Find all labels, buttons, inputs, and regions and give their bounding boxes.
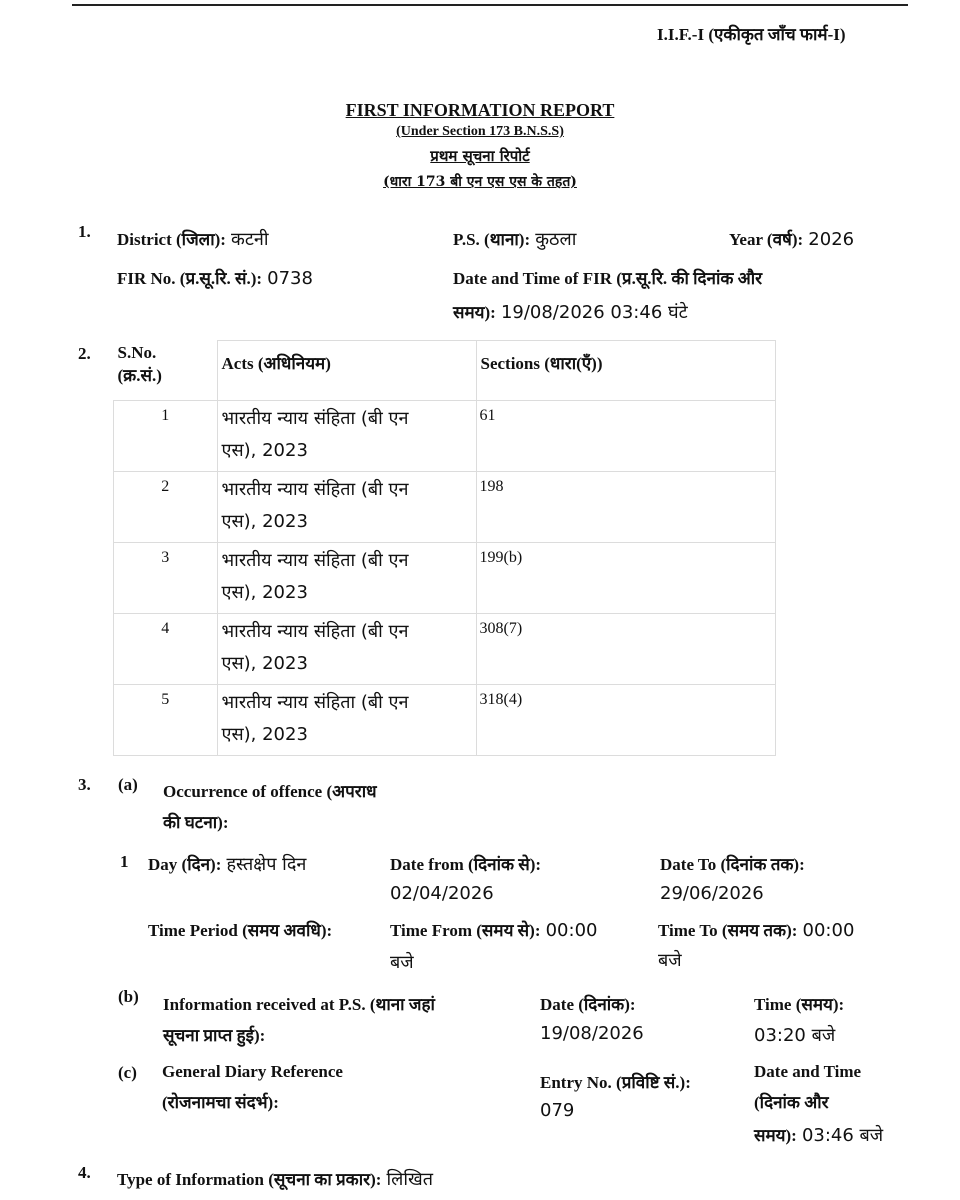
date-from-value: 02/04/2026 (390, 883, 494, 904)
info-received-label-1: Information received at P.S. (थाना जहां (163, 995, 435, 1014)
row-sno: 2 (114, 472, 218, 543)
info-type-value: लिखित (386, 1169, 434, 1190)
section-1-number: 1. (78, 222, 91, 241)
row-sno: 5 (114, 685, 218, 756)
time-from-label: Time From (समय से): (390, 921, 541, 940)
row-sno: 1 (114, 401, 218, 472)
acts-table-header (114, 341, 776, 401)
row-act: भारतीय न्याय संहिता (बी एन एस), 2023 (217, 401, 476, 472)
title-hi: प्रथम सूचना रिपोर्ट (430, 147, 530, 165)
row-act: भारतीय न्याय संहिता (बी एन एस), 2023 (217, 685, 476, 756)
time-to-field (658, 918, 854, 941)
acts-table (113, 340, 776, 756)
district-value: कटनी (231, 229, 269, 250)
section-4-number: 4. (78, 1163, 91, 1182)
occurrence-row-marker: 1 (120, 852, 129, 871)
info-date-label: Date (दिनांक): (540, 995, 636, 1014)
header-sno-hi: (क्र.सं.) (117, 365, 162, 385)
gd-datetime-value: 03:46 बजे (801, 1125, 884, 1146)
info-type-label: Type of Information (सूचना का प्रकार): (117, 1170, 382, 1189)
day-value: हस्तक्षेप दिन (226, 854, 307, 875)
entry-no-label: Entry No. (प्रविष्टि सं.): (540, 1073, 691, 1092)
fir-datetime-label-2: समय): (453, 303, 496, 322)
table-row (114, 685, 776, 756)
ps-value: कुठला (535, 229, 577, 250)
row-act: भारतीय न्याय संहिता (बी एन एस), 2023 (217, 472, 476, 543)
row-section: 318(4) (476, 685, 775, 756)
title-en-sub: (Under Section 173 B.N.S.S) (396, 124, 564, 139)
time-period-label: Time Period (समय अवधि): (148, 921, 333, 940)
entry-no-value: 079 (540, 1100, 575, 1121)
district-label: District (जिला): (117, 230, 226, 249)
gd-datetime-field (754, 1123, 883, 1147)
ps-label: P.S. (थाना): (453, 230, 531, 249)
row-section: 198 (476, 472, 775, 543)
gd-datetime-label-1: Date and Time (754, 1062, 862, 1081)
section-3a-marker: (a) (118, 775, 138, 794)
row-act: भारतीय न्याय संहिता (बी एन एस), 2023 (217, 614, 476, 685)
section-3b-marker: (b) (118, 987, 139, 1006)
fir-no-field (117, 266, 313, 289)
header-sections: Sections (धारा(एँ)) (476, 341, 775, 401)
fir-datetime-value: 19/08/2026 03:46 घंटे (500, 302, 688, 323)
time-to-label: Time To (समय तक): (658, 921, 798, 940)
row-act: भारतीय न्याय संहिता (बी एन एस), 2023 (217, 543, 476, 614)
info-time-label: Time (समय): (754, 995, 845, 1014)
time-from-unit: बजे (390, 952, 414, 973)
time-from-field (390, 918, 597, 941)
section-3c-marker: (c) (118, 1063, 137, 1082)
ps-field (453, 227, 576, 251)
district-field (117, 227, 269, 251)
gd-datetime-label-2: (दिनांक और (754, 1093, 829, 1112)
section-2-number: 2. (78, 344, 91, 363)
table-row (114, 543, 776, 614)
time-to-value: 00:00 (802, 920, 855, 941)
occurrence-label-1: Occurrence of offence (अपराध (163, 782, 377, 801)
day-label: Day (दिन): (148, 855, 222, 874)
table-row (114, 614, 776, 685)
time-from-value: 00:00 (545, 920, 598, 941)
row-section: 61 (476, 401, 775, 472)
occurrence-label-2: की घटना): (163, 813, 229, 832)
date-to-value: 29/06/2026 (660, 883, 764, 904)
row-sno: 3 (114, 543, 218, 614)
year-value: 2026 (808, 229, 855, 250)
date-from-label: Date from (दिनांक से): (390, 855, 542, 874)
fir-no-value: 0738 (267, 268, 313, 289)
gd-reference-label-2: (रोजनामचा संदर्भ): (162, 1093, 279, 1112)
header-sno-en: S.No. (117, 342, 157, 362)
row-section: 308(7) (476, 614, 775, 685)
header-acts: Acts (अधिनियम) (217, 341, 476, 401)
info-type-field (117, 1167, 433, 1191)
fir-datetime-label-1: Date and Time of FIR (प्र.सू.रि. की दिनांक और (453, 269, 763, 288)
top-rule (72, 4, 908, 6)
section-3-number: 3. (78, 775, 91, 794)
gd-datetime-label-3: समय): (754, 1126, 797, 1145)
fir-datetime-field (453, 300, 688, 324)
table-row (114, 472, 776, 543)
gd-reference-label-1: General Diary Reference (162, 1062, 343, 1081)
form-code: I.I.F.-I (एकीकृत जाँच फार्म-I) (657, 25, 846, 44)
row-sno: 4 (114, 614, 218, 685)
day-field (148, 852, 306, 876)
title-en: FIRST INFORMATION REPORT (345, 100, 615, 120)
fir-no-label: FIR No. (प्र.सू.रि. सं.): (117, 269, 263, 288)
date-to-label: Date To (दिनांक तक): (660, 855, 805, 874)
info-time-value: 03:20 बजे (754, 1025, 836, 1046)
time-to-unit: बजे (658, 950, 682, 971)
info-received-label-2: सूचना प्राप्त हुई): (163, 1026, 266, 1045)
year-field (729, 227, 854, 250)
row-section: 199(b) (476, 543, 775, 614)
table-row (114, 401, 776, 472)
year-label: Year (वर्ष): (729, 230, 804, 249)
info-date-value: 19/08/2026 (540, 1023, 644, 1044)
title-hi-sub: (धारा 173 बी एन एस एस के तहत) (383, 174, 577, 190)
header-sno (114, 341, 218, 401)
